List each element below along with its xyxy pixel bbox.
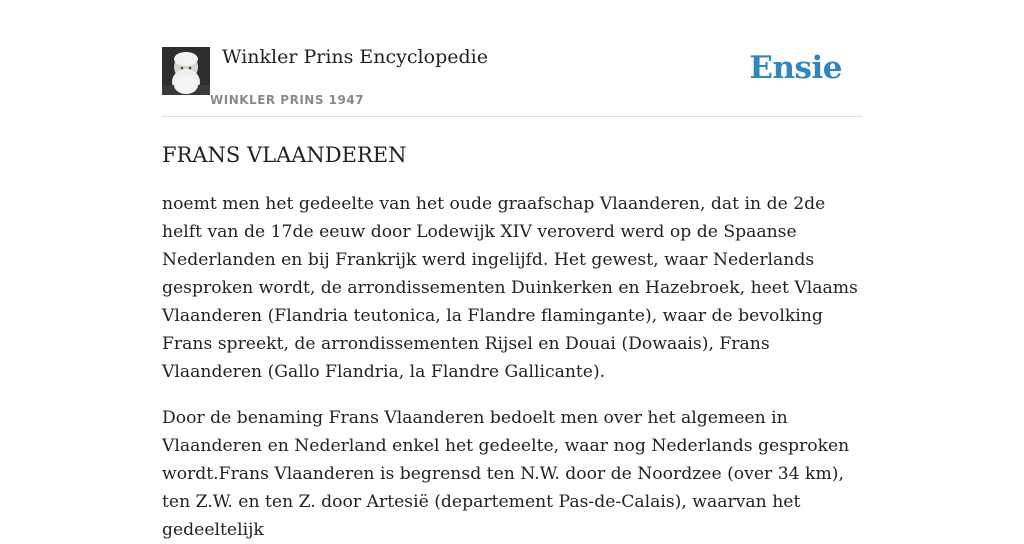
- site-title[interactable]: Winkler Prins Encyclopedie: [222, 46, 488, 68]
- edition-label[interactable]: WINKLER PRINS 1947: [210, 93, 365, 107]
- header: [162, 46, 862, 117]
- article: [162, 140, 862, 544]
- article-paragraph: Door de benaming Frans Vlaanderen bedoelt men over het algemeen in Vlaanderen en Nederland enkel het gedeelte, waar nog Nederlands gesproken wordt.Frans Vlaanderen is begrensd ten N.W. door de Noordzee (over 34 km), ten Z.W. en ten Z. door Artesië (departement Pas-de-Calais), waarvan het gedeeltelijk: [162, 408, 850, 540]
- avatar[interactable]: [162, 47, 210, 95]
- article-title: FRANS VLAANDEREN: [162, 143, 407, 167]
- bearded-man-portrait-icon: [162, 47, 210, 95]
- article-paragraph: noemt men het gedeelte van het oude graafschap Vlaanderen, dat in de 2de helft van de 17de eeuw door Lodewijk XIV veroverd werd op de Spaanse Nederlanden en bij Frankrijk werd ingelijfd. Het gewest, waar Nederlands gesproken wordt, de arrondissementen Duinkerken en Hazebroek, heet Vlaams Vlaanderen (Flandria teutonica, la Flandre flamingante), waar de bevolking Frans spreekt, de arrondissementen Rijsel en Douai (Dowaais), Frans Vlaanderen (Gallo Flandria, la Flandre Gallicante).: [162, 194, 858, 382]
- ensie-logo[interactable]: Ensie: [749, 50, 842, 86]
